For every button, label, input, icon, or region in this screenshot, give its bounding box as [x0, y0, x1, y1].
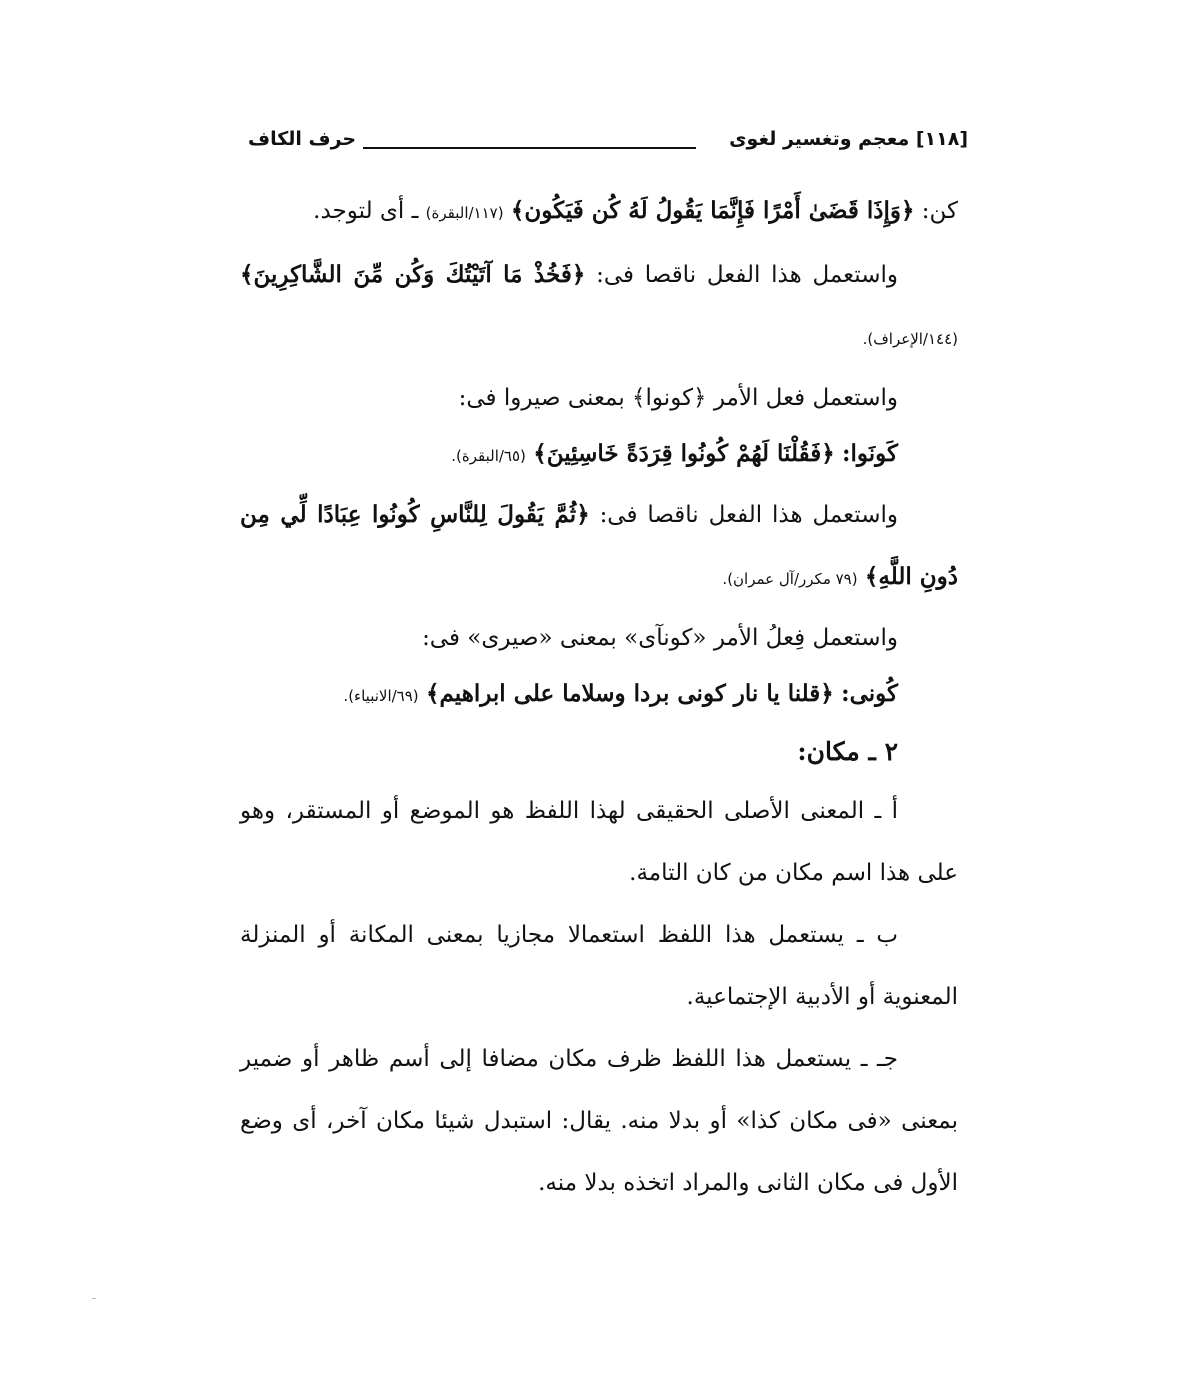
- section-title: حرف الكاف: [248, 128, 357, 150]
- paragraph-naqis-1: [240, 244, 958, 370]
- paragraph-amr-kuni: [240, 610, 958, 666]
- section-heading-makan: ٢ ـ مكان:: [797, 737, 898, 766]
- running-title: [١١٨] معجم وتغسير لغوى: [729, 128, 968, 150]
- quran-quote: ﴿ثُمَّ يَقُولَ لِلنَّاسِ كُونُوا عِبَادًا لِّي مِن دُونِ اللَّهِ﴾: [240, 501, 958, 590]
- paragraph-text: واستعمل فعل الأمر ﴿كونوا﴾ بمعنى صيروا فى:: [458, 385, 898, 411]
- scan-speck: [92, 1298, 96, 1299]
- paragraph-kuni: [240, 666, 958, 724]
- page-body: [240, 180, 958, 1214]
- paragraph-text: واستعمل فِعلُ الأمر «كونآى» بمعنى «صيرى» فى:: [422, 625, 898, 651]
- paragraph-amr-kunu: [240, 370, 958, 426]
- verse-reference: (١٤٤/الإعراف).: [862, 330, 958, 348]
- paragraph-naqis-2: [240, 484, 958, 610]
- header-rule: [363, 147, 696, 149]
- quran-quote: ﴿وَإِذَا قَضَىٰ أَمْرًا فَإِنَّمَا يَقُولُ لَهُ كُن فَيَكُون﴾: [510, 197, 915, 224]
- entry-term: كُونى:: [841, 680, 898, 707]
- verse-reference: (١١٧/البقرة): [425, 204, 504, 222]
- entry-term: كَونَوا:: [842, 440, 898, 467]
- paragraph-kun: [240, 180, 958, 244]
- section-jim: جـ ـ يستعمل هذا اللفظ ظرف مكان مضافا إلى أسم ظاهر أو ضمير بمعنى «فى مكان كذا» أو بدلا منه. يقال: استبدل شيئا مكان آخر، أى وضع الأول فى مكان الثانى والمراد اتخذه بدلا منه.: [240, 1046, 958, 1196]
- quran-quote: ﴿قلنا يا نار كونى بردا وسلاما على ابراهيم﴾: [425, 680, 834, 707]
- verse-reference: (٧٩ مكرر/آل عمران).: [722, 570, 858, 588]
- verse-reference: (٦٥/البقرة).: [451, 447, 526, 465]
- entry-term: كن:: [921, 198, 958, 224]
- paragraph-text: ـ أى لتوجد.: [313, 198, 419, 224]
- verse-reference: (٦٩/الانبياء).: [343, 687, 419, 705]
- paragraph-text: واستعمل هذا الفعل ناقصا فى:: [599, 502, 898, 528]
- section-ba: ب ـ يستعمل هذا اللفظ استعمالا مجازيا بمعنى المكانة أو المنزلة المعنوية أو الأدبية الإجتماعية.: [240, 922, 958, 1010]
- quran-quote: ﴿فَقُلْنَا لَهُمْ كُونُوا قِرَدَةً خَاسِئِينَ﴾: [533, 440, 835, 467]
- page-header: [248, 128, 968, 168]
- quran-quote: ﴿فَخُذْ مَا آتَيْتُكَ وَكُن مِّنَ الشَّاكِرِينَ﴾: [240, 261, 586, 288]
- section-alif: أ ـ المعنى الأصلى الحقيقى لهذا اللفظ هو الموضع أو المستقر، وهو على هذا اسم مكان من كان التامة.: [240, 798, 958, 886]
- paragraph-kunu: [240, 426, 958, 484]
- paragraph-text: واستعمل هذا الفعل ناقصا فى:: [596, 262, 898, 288]
